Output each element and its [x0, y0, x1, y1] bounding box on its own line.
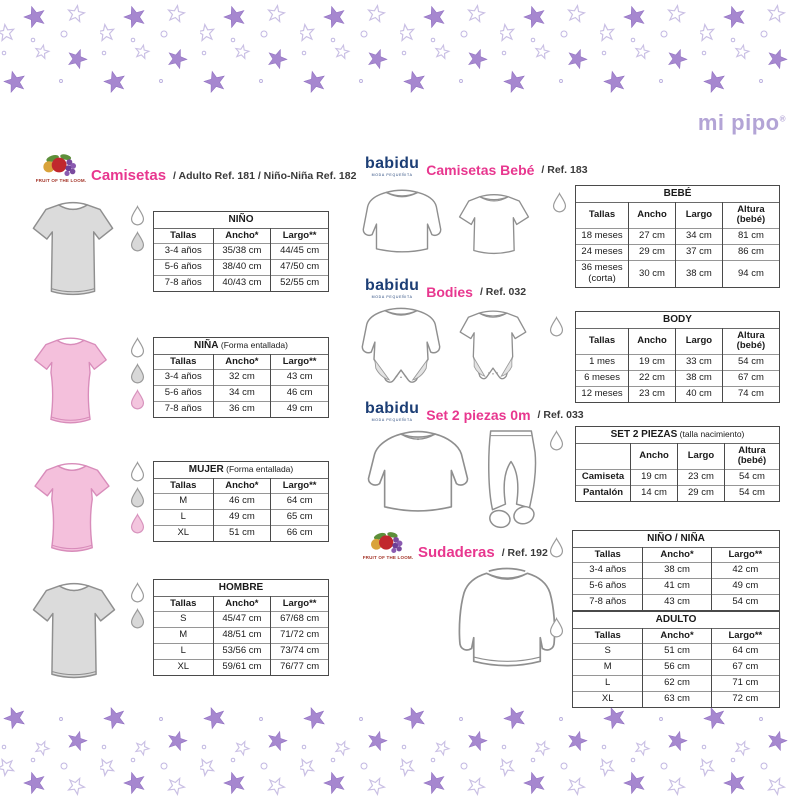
drop-icon-gray	[129, 231, 146, 252]
table-header-row	[154, 228, 329, 244]
section-camisetas-header	[35, 152, 357, 184]
table-cell: 64 cm	[711, 644, 779, 660]
drop-icon-white	[129, 582, 146, 603]
table-cell: 94 cm	[722, 261, 779, 288]
table-title: BODY	[576, 312, 780, 329]
column-header: Largo**	[711, 628, 779, 644]
fruit-of-the-loom-logo	[35, 152, 87, 183]
table-cell: S	[573, 644, 643, 660]
table-title: ADULTO	[573, 612, 780, 629]
table-cell: 76/77 cm	[271, 660, 329, 676]
table-cell: 19 cm	[631, 470, 678, 486]
column-header: Largo	[677, 443, 724, 470]
table-title: NIÑA (Forma entallada)	[154, 338, 329, 355]
table-cell: 49 cm	[213, 510, 271, 526]
table-cell: M	[154, 628, 214, 644]
table-set-2-piezas	[575, 426, 780, 502]
table-cell: 45/47 cm	[213, 612, 271, 628]
table-cell: 59/61 cm	[213, 660, 271, 676]
table-cell: 3-4 años	[154, 244, 214, 260]
drop-icon-gray	[129, 363, 146, 384]
mi-pipo-logo-text: mi pipo	[697, 110, 780, 135]
table-row	[576, 261, 780, 288]
drop-icon-pink	[129, 513, 146, 534]
column-header: Largo**	[711, 547, 779, 563]
column-header: Largo	[675, 202, 722, 229]
table-cell: 54 cm	[711, 595, 779, 611]
table-cell: 48/51 cm	[213, 628, 271, 644]
table-cell: 46 cm	[213, 494, 271, 510]
column-header: Ancho	[629, 202, 676, 229]
fruit-cluster-icon	[40, 152, 82, 178]
section-camisetas-bebe-header	[365, 156, 588, 177]
set-pants-illustration	[474, 425, 548, 542]
column-header: Tallas	[154, 228, 214, 244]
table-cell: 71/72 cm	[271, 628, 329, 644]
column-header: Ancho*	[213, 596, 271, 612]
body-longsleeve-illustration	[356, 300, 446, 401]
table-cell: 14 cm	[631, 486, 678, 502]
table-cell: S	[154, 612, 214, 628]
table-nino-nina	[572, 530, 780, 611]
table-cell: 54 cm	[724, 486, 779, 502]
table-header-row	[154, 354, 329, 370]
column-header: Ancho	[631, 443, 678, 470]
table-cell: 1 mes	[576, 355, 629, 371]
table-cell: M	[573, 660, 643, 676]
table-cell: 40 cm	[675, 387, 722, 403]
table-row	[573, 563, 780, 579]
table-bebe	[575, 185, 780, 288]
table-body	[575, 311, 780, 403]
table-row	[154, 276, 329, 292]
table-row	[154, 510, 329, 526]
drop-icon-white	[129, 461, 146, 482]
fruit-of-the-loom-logo	[362, 530, 414, 560]
drop-icon-white	[548, 430, 565, 451]
set-shirt-illustration	[362, 426, 474, 527]
table-cell: 46 cm	[271, 386, 329, 402]
drop-icon-white	[548, 316, 565, 337]
table-cell: 86 cm	[722, 245, 779, 261]
table-cell: 64 cm	[271, 494, 329, 510]
table-cell: 7-8 años	[154, 276, 214, 292]
table-cell: 72 cm	[711, 692, 779, 708]
tshirt-illustration-hombre	[28, 577, 120, 690]
table-cell: 62 cm	[643, 676, 711, 692]
body-shortsleeve-illustration	[452, 302, 534, 399]
table-row	[573, 579, 780, 595]
column-header: Ancho	[629, 328, 676, 355]
table-row	[576, 245, 780, 261]
column-header: Tallas	[573, 547, 643, 563]
drop-icon-gray	[129, 608, 146, 629]
drop-icon-white	[548, 617, 565, 638]
table-row	[576, 229, 780, 245]
table-cell: 74 cm	[722, 387, 779, 403]
column-header: Largo	[675, 328, 722, 355]
section-bodies-header	[365, 278, 526, 299]
table-cell: 54 cm	[724, 470, 779, 486]
column-header: Largo**	[271, 478, 329, 494]
table-row	[154, 644, 329, 660]
table-header-row	[576, 443, 780, 470]
table-nino	[153, 211, 329, 292]
baby-shirt-longsleeve-illustration	[358, 183, 446, 272]
registered-mark: ®	[779, 114, 786, 124]
table-row	[573, 644, 780, 660]
wash-drops-body	[548, 316, 565, 337]
table-title: NIÑO	[154, 212, 329, 229]
babidu-logo	[365, 278, 419, 299]
section-title-set-2-piezas: Set 2 piezas 0m	[426, 407, 531, 423]
table-cell: 67 cm	[722, 371, 779, 387]
column-header: Tallas	[154, 478, 214, 494]
table-cell: 36 meses (corta)	[576, 261, 629, 288]
table-cell: 49 cm	[271, 402, 329, 418]
column-header: Altura (bebé)	[722, 328, 779, 355]
column-header: Altura (bebé)	[724, 443, 779, 470]
column-header: Ancho*	[213, 478, 271, 494]
table-row	[573, 595, 780, 611]
table-cell: 65 cm	[271, 510, 329, 526]
babidu-logo-text: babidu	[365, 277, 420, 294]
fruit-of-the-loom-logo-text: FRUIT OF THE LOOM.	[35, 178, 87, 183]
wash-drops-hombre	[129, 582, 146, 629]
drop-icon-white	[548, 537, 565, 558]
babidu-logo-text: babidu	[365, 400, 420, 417]
table-cell: 49 cm	[711, 579, 779, 595]
table-cell: 5-6 años	[573, 579, 643, 595]
table-title: MUJER (Forma entallada)	[154, 462, 329, 479]
table-cell: L	[154, 644, 214, 660]
babidu-logo-text: babidu	[365, 155, 420, 172]
table-cell: L	[573, 676, 643, 692]
table-cell: 43 cm	[271, 370, 329, 386]
column-header: Ancho*	[213, 354, 271, 370]
table-cell: 22 cm	[629, 371, 676, 387]
table-cell: 38 cm	[675, 371, 722, 387]
table-title: NIÑO / NIÑA	[573, 531, 780, 548]
table-cell: 3-4 años	[154, 370, 214, 386]
section-sudaderas-header	[362, 530, 548, 561]
table-row	[154, 260, 329, 276]
drop-icon-gray	[129, 487, 146, 508]
table-cell: 63 cm	[643, 692, 711, 708]
table-row	[576, 486, 780, 502]
table-cell: 19 cm	[629, 355, 676, 371]
table-row	[576, 387, 780, 403]
table-cell: 66 cm	[271, 526, 329, 542]
section-subtitle-camisetas: / Adulto Ref. 181 / Niño-Niña Ref. 182	[173, 170, 357, 183]
table-title: SET 2 PIEZAS (talla nacimiento)	[576, 427, 780, 444]
table-cell: 44/45 cm	[271, 244, 329, 260]
table-cell: 42 cm	[711, 563, 779, 579]
table-cell: 52/55 cm	[271, 276, 329, 292]
table-row	[154, 370, 329, 386]
table-cell: 5-6 años	[154, 386, 214, 402]
table-row	[576, 355, 780, 371]
table-row	[154, 612, 329, 628]
column-header: Largo**	[271, 596, 329, 612]
table-nina	[153, 337, 329, 418]
table-row	[576, 470, 780, 486]
table-row	[154, 526, 329, 542]
table-row	[154, 244, 329, 260]
table-cell: 34 cm	[675, 229, 722, 245]
table-cell: 81 cm	[722, 229, 779, 245]
table-cell: 3-4 años	[573, 563, 643, 579]
drop-icon-white	[551, 192, 568, 213]
table-cell: L	[154, 510, 214, 526]
fruit-of-the-loom-logo-text: FRUIT OF THE LOOM.	[362, 555, 414, 560]
table-row	[154, 402, 329, 418]
section-subtitle-sudaderas: / Ref. 192	[501, 547, 548, 560]
table-cell: Camiseta	[576, 470, 631, 486]
table-row	[573, 660, 780, 676]
table-hombre	[153, 579, 329, 676]
stars-decoration-bottom	[0, 700, 800, 800]
tshirt-illustration-nina	[28, 332, 113, 437]
column-header: Tallas	[576, 202, 629, 229]
table-mujer	[153, 461, 329, 542]
table-cell: 51 cm	[643, 644, 711, 660]
column-header: Altura (bebé)	[722, 202, 779, 229]
table-row	[154, 494, 329, 510]
fruit-cluster-icon	[368, 530, 408, 555]
table-cell: 40/43 cm	[213, 276, 271, 292]
table-cell: 29 cm	[629, 245, 676, 261]
table-cell: 73/74 cm	[271, 644, 329, 660]
column-header: Ancho*	[643, 628, 711, 644]
table-row	[154, 660, 329, 676]
babidu-logo	[365, 401, 419, 422]
table-row	[154, 628, 329, 644]
table-cell: 38 cm	[643, 563, 711, 579]
column-header: Tallas	[154, 596, 214, 612]
column-header: Largo**	[271, 228, 329, 244]
table-cell: 36 cm	[213, 402, 271, 418]
table-cell: 71 cm	[711, 676, 779, 692]
table-header-row	[154, 478, 329, 494]
column-header: Tallas	[154, 354, 214, 370]
column-header	[576, 443, 631, 470]
table-cell: XL	[573, 692, 643, 708]
table-header-row	[573, 628, 780, 644]
table-header-row	[576, 202, 780, 229]
table-cell: 6 meses	[576, 371, 629, 387]
wash-drops-mujer	[129, 461, 146, 534]
table-cell: 12 meses	[576, 387, 629, 403]
section-subtitle-set-2-piezas: / Ref. 033	[537, 409, 584, 422]
table-cell: 67 cm	[711, 660, 779, 676]
table-cell: 38/40 cm	[213, 260, 271, 276]
table-cell: 7-8 años	[573, 595, 643, 611]
table-cell: 32 cm	[213, 370, 271, 386]
tshirt-illustration-mujer	[28, 456, 116, 567]
table-cell: 33 cm	[675, 355, 722, 371]
mi-pipo-logo	[698, 110, 786, 136]
table-cell: 34 cm	[213, 386, 271, 402]
table-cell: 51 cm	[213, 526, 271, 542]
table-cell: 27 cm	[629, 229, 676, 245]
table-cell: XL	[154, 526, 214, 542]
drop-icon-pink	[129, 389, 146, 410]
table-cell: 24 meses	[576, 245, 629, 261]
wash-drops-set-2-piezas	[548, 430, 565, 451]
column-header: Ancho*	[213, 228, 271, 244]
table-cell: 23 cm	[629, 387, 676, 403]
table-cell: 35/38 cm	[213, 244, 271, 260]
table-cell: 38 cm	[675, 261, 722, 288]
table-cell: 47/50 cm	[271, 260, 329, 276]
table-header-row	[154, 596, 329, 612]
babidu-tagline: MODA PEQUEÑITA	[371, 295, 413, 299]
wash-drops-nino-nina	[548, 537, 565, 558]
table-header-row	[573, 547, 780, 563]
drop-icon-white	[129, 205, 146, 226]
section-title-bodies: Bodies	[426, 284, 473, 300]
column-header: Largo**	[271, 354, 329, 370]
wash-drops-nina	[129, 337, 146, 410]
drop-icon-white	[129, 337, 146, 358]
table-cell: 5-6 años	[154, 260, 214, 276]
column-header: Ancho*	[643, 547, 711, 563]
table-row	[576, 371, 780, 387]
table-row	[573, 692, 780, 708]
section-title-sudaderas: Sudaderas	[418, 544, 495, 561]
stars-decoration-top	[0, 0, 800, 100]
table-row	[573, 676, 780, 692]
table-cell: 43 cm	[643, 595, 711, 611]
wash-drops-bebe	[551, 192, 568, 213]
table-cell: 37 cm	[675, 245, 722, 261]
table-adulto	[572, 611, 780, 708]
table-cell: 18 meses	[576, 229, 629, 245]
table-cell: Pantalón	[576, 486, 631, 502]
table-title: BEBÉ	[576, 186, 780, 203]
table-header-row	[576, 328, 780, 355]
tshirt-illustration-nino	[28, 198, 118, 305]
section-title-camisetas: Camisetas	[91, 167, 167, 184]
table-cell: 56 cm	[643, 660, 711, 676]
table-cell: 41 cm	[643, 579, 711, 595]
section-subtitle-bodies: / Ref. 032	[479, 286, 527, 299]
baby-shirt-shortsleeve-illustration	[452, 188, 536, 271]
table-cell: 29 cm	[677, 486, 724, 502]
section-set-2-piezas-header	[365, 401, 584, 422]
table-row	[154, 386, 329, 402]
babidu-logo	[365, 156, 419, 177]
table-cell: M	[154, 494, 214, 510]
table-cell: 54 cm	[722, 355, 779, 371]
column-header: Tallas	[573, 628, 643, 644]
table-cell: 7-8 años	[154, 402, 214, 418]
wash-drops-nino	[129, 205, 146, 252]
table-cell: 23 cm	[677, 470, 724, 486]
section-title-camisetas-bebe: Camisetas Bebé	[426, 162, 535, 178]
table-title: HOMBRE	[154, 580, 329, 597]
wash-drops-adulto	[548, 617, 565, 638]
section-subtitle-camisetas-bebe: / Ref. 183	[541, 164, 588, 177]
babidu-tagline: MODA PEQUEÑITA	[371, 173, 413, 177]
babidu-tagline: MODA PEQUEÑITA	[371, 418, 413, 422]
table-cell: 67/68 cm	[271, 612, 329, 628]
table-cell: 53/56 cm	[213, 644, 271, 660]
table-cell: XL	[154, 660, 214, 676]
column-header: Tallas	[576, 328, 629, 355]
table-cell: 30 cm	[629, 261, 676, 288]
